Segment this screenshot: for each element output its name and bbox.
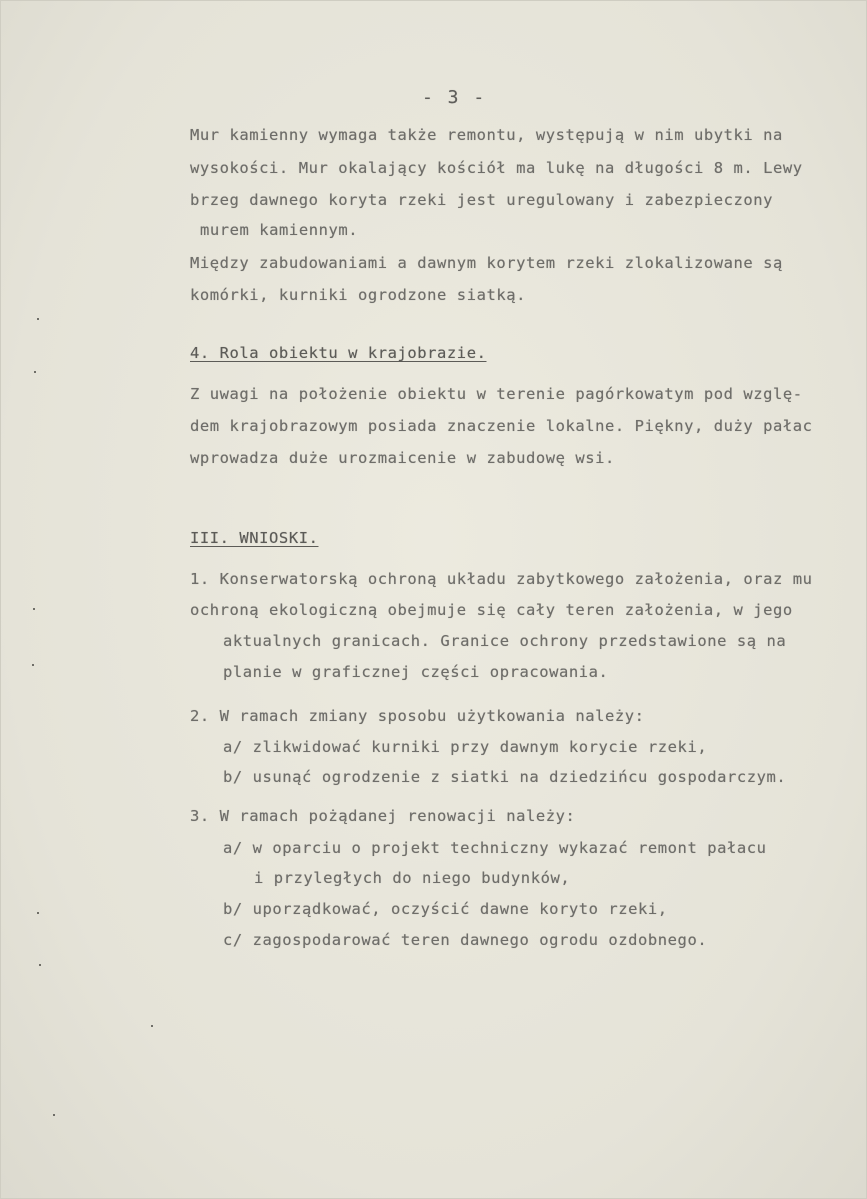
conclusion-1-line-1: 1. Konserwatorską ochroną układu zabytkowego założenia, oraz mu	[190, 570, 813, 588]
paragraph-1-line-1: Mur kamienny wymaga także remontu, występują w nim ubytki na	[190, 126, 783, 144]
paper-speck	[37, 912, 39, 914]
conclusion-3-item-c: c/ zagospodarować teren dawnego ogrodu ozdobnego.	[223, 931, 708, 949]
conclusion-3-item-a: a/ w oparciu o projekt techniczny wykazać remont pałacu	[223, 839, 767, 857]
conclusion-3-line-1: 3. W ramach pożądanej renowacji należy:	[190, 807, 576, 825]
conclusion-2-line-1: 2. W ramach zmiany sposobu użytkowania należy:	[190, 707, 645, 725]
conclusion-1-line-4: planie w graficznej części opracowania.	[223, 663, 609, 681]
conclusion-2-item-b: b/ usunąć ogrodzenie z siatki na dziedzińcu gospodarczym.	[223, 768, 787, 786]
conclusion-1-line-2: ochroną ekologiczną obejmuje się cały teren założenia, w jego	[190, 601, 793, 619]
section-III-heading: III. WNIOSKI.	[190, 529, 319, 547]
page-number: - 3 -	[422, 87, 487, 108]
paper-speck	[32, 664, 34, 666]
section-4-heading: 4. Rola obiektu w krajobrazie.	[190, 344, 487, 362]
paragraph-2-line-1: Między zabudowaniami a dawnym korytem rzeki zlokalizowane są	[190, 254, 783, 272]
paragraph-1-line-3: brzeg dawnego koryta rzeki jest uregulowany i zabezpieczony	[190, 191, 774, 209]
paper-speck	[39, 964, 41, 966]
paragraph-1-line-4: murem kamiennym.	[200, 221, 359, 239]
section-4-line-2: dem krajobrazowym posiada znaczenie lokalne. Piękny, duży pałac	[190, 417, 813, 435]
conclusion-1-line-3: aktualnych granicach. Granice ochrony przedstawione są na	[223, 632, 787, 650]
section-4-line-3: wprowadza duże urozmaicenie w zabudowę wsi.	[190, 449, 615, 467]
paper-speck	[37, 318, 39, 320]
section-4-line-1: Z uwagi na położenie obiektu w terenie pagórkowatym pod wzglę-	[190, 385, 803, 403]
paper-speck	[53, 1114, 55, 1116]
paper-speck	[151, 1025, 153, 1027]
paragraph-2-line-2: komórki, kurniki ogrodzone siatką.	[190, 286, 526, 304]
paper-speck	[34, 371, 36, 373]
conclusion-3-item-b: b/ uporządkować, oczyścić dawne koryto rzeki,	[223, 900, 668, 918]
paper-speck	[33, 608, 35, 610]
conclusion-2-item-a: a/ zlikwidować kurniki przy dawnym korycie rzeki,	[223, 738, 708, 756]
paragraph-1-line-2: wysokości. Mur okalający kościół ma lukę na długości 8 m. Lewy	[190, 159, 803, 177]
conclusion-3-item-a-cont: i przyległych do niego budynków,	[254, 869, 571, 887]
